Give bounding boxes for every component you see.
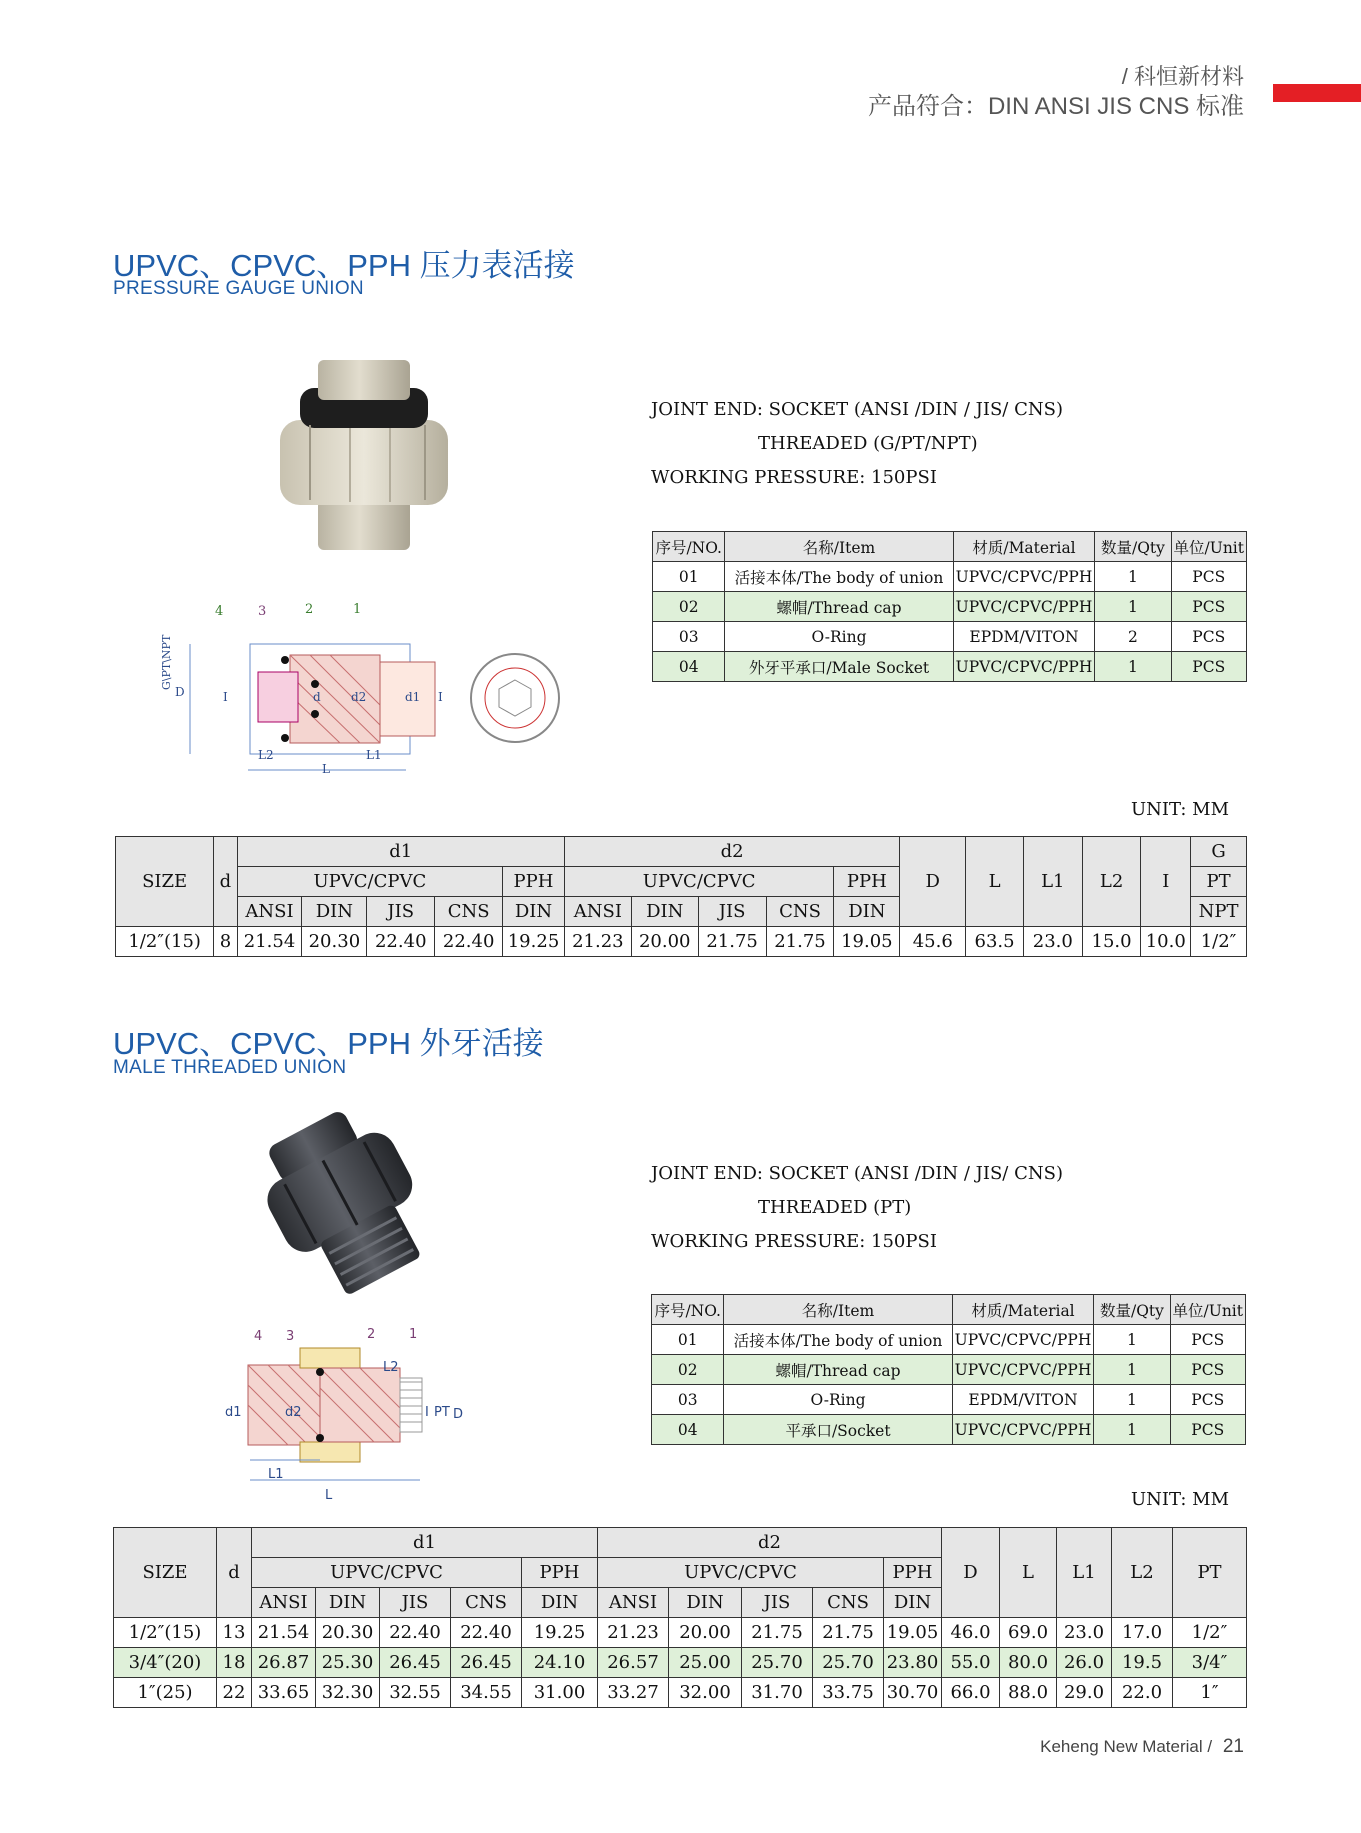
header-ansi: ANSI xyxy=(598,1588,669,1618)
section2-title: UPVC、CPVC、PPH 外牙活接 xyxy=(113,1026,544,1061)
table-cell: PCS xyxy=(1170,1325,1245,1355)
table-cell: UPVC/CPVC/PPH xyxy=(953,652,1095,682)
table-cell: 34.55 xyxy=(451,1678,522,1708)
table-cell: 1 xyxy=(1095,562,1171,592)
header-L2: L2 xyxy=(1082,837,1141,927)
table-cell: 31.70 xyxy=(742,1678,813,1708)
drawing1-label-d1: d1 xyxy=(405,690,421,704)
section2-subtitle: MALE THREADED UNION xyxy=(113,1057,347,1078)
table-cell: 19.25 xyxy=(522,1618,598,1648)
table-cell: PCS xyxy=(1171,622,1246,652)
section2-spec-joint: JOINT END: SOCKET (ANSI /DIN / JIS/ CNS) xyxy=(651,1163,1063,1184)
table-cell: 21.23 xyxy=(564,927,631,957)
header-pt: PT xyxy=(1191,867,1247,897)
table-row xyxy=(653,592,1247,622)
drawing2-label-I: I xyxy=(425,1405,429,1420)
table-cell: 03 xyxy=(653,622,725,652)
drawing2-label-L1: L1 xyxy=(268,1467,284,1482)
parts-header-row xyxy=(653,532,1247,562)
header-jis: JIS xyxy=(367,897,435,927)
table-cell: 15.0 xyxy=(1082,927,1141,957)
table-cell: 80.0 xyxy=(1000,1648,1057,1678)
section2-parts-table xyxy=(651,1294,1246,1445)
header-L1: L1 xyxy=(1057,1528,1112,1618)
dims-header-row xyxy=(116,837,1247,867)
accent-bar xyxy=(1273,84,1361,102)
male-threaded-union-drawing xyxy=(220,1330,470,1500)
standards-line: 产品符合：DIN ANSI JIS CNS 标准 xyxy=(867,93,1244,120)
table-cell: 20.00 xyxy=(631,927,698,957)
table-cell: 10.0 xyxy=(1141,927,1191,957)
table-cell: UPVC/CPVC/PPH xyxy=(953,592,1095,622)
page-number: 21 xyxy=(1222,1736,1244,1757)
drawing1-label-I-right: I xyxy=(438,690,443,704)
table-cell: O-Ring xyxy=(725,622,953,652)
table-cell: EPDM/VITON xyxy=(953,622,1095,652)
table-cell: 1 xyxy=(1094,1385,1170,1415)
header-din: DIN xyxy=(302,897,367,927)
table-row xyxy=(652,1325,1246,1355)
table-cell: 22.40 xyxy=(367,927,435,957)
drawing1-label-L: L xyxy=(322,762,330,776)
table-cell: 3/4″(20) xyxy=(114,1648,217,1678)
header-upvc: UPVC/CPVC xyxy=(252,1558,522,1588)
table-cell: 1/2″(15) xyxy=(116,927,214,957)
table-cell: PCS xyxy=(1171,652,1246,682)
table-row xyxy=(652,1355,1246,1385)
header-size: SIZE xyxy=(114,1528,217,1618)
table-cell: 1″(25) xyxy=(114,1678,217,1708)
drawing1-label-I-left: I xyxy=(223,690,228,704)
table-cell: 20.00 xyxy=(669,1618,742,1648)
table-cell: 18 xyxy=(217,1648,252,1678)
header-d: d xyxy=(214,837,237,927)
header-size: SIZE xyxy=(116,837,214,927)
header-L: L xyxy=(1000,1528,1057,1618)
header-jis: JIS xyxy=(380,1588,451,1618)
drawing1-label-L1: L1 xyxy=(366,748,382,762)
dims-header-row xyxy=(114,1528,1247,1558)
table-cell: 13 xyxy=(217,1618,252,1648)
drawing1-label-d2: d2 xyxy=(351,690,367,704)
parts-header-cell: 材质/Material xyxy=(952,1295,1094,1325)
header-d1: d1 xyxy=(237,837,564,867)
header-d: d xyxy=(217,1528,252,1618)
header-npt: NPT xyxy=(1191,897,1247,927)
section1-spec-threaded: THREADED (G/PT/NPT) xyxy=(758,433,978,454)
table-cell: 1/2″(15) xyxy=(114,1618,217,1648)
table-cell: 19.05 xyxy=(834,927,900,957)
header-cns: CNS xyxy=(766,897,834,927)
table-cell: 1 xyxy=(1095,592,1171,622)
table-cell: 24.10 xyxy=(522,1648,598,1678)
parts-header-cell: 名称/Item xyxy=(725,532,953,562)
table-cell: 01 xyxy=(652,1325,724,1355)
header-ansi: ANSI xyxy=(252,1588,316,1618)
parts-header-cell: 数量/Qty xyxy=(1094,1295,1170,1325)
footer-company: Keheng New Material xyxy=(1040,1737,1203,1756)
table-cell: 3/4″ xyxy=(1173,1648,1247,1678)
table-cell: 螺帽/Thread cap xyxy=(725,592,953,622)
table-cell: 1/2″ xyxy=(1173,1618,1247,1648)
table-row xyxy=(652,1415,1246,1445)
header-pph: PPH xyxy=(884,1558,942,1588)
header-L1: L1 xyxy=(1023,837,1082,927)
table-cell: 1 xyxy=(1094,1415,1170,1445)
header-upvc: UPVC/CPVC xyxy=(237,867,503,897)
table-row xyxy=(653,562,1247,592)
header-D: D xyxy=(900,837,966,927)
table-cell: 21.54 xyxy=(252,1618,316,1648)
table-cell: 1″ xyxy=(1173,1678,1247,1708)
header-upvc: UPVC/CPVC xyxy=(564,867,834,897)
section1-spec-pressure: WORKING PRESSURE: 150PSI xyxy=(651,467,937,488)
table-cell: 21.23 xyxy=(598,1618,669,1648)
header-d2: d2 xyxy=(598,1528,942,1558)
table-cell: 22.0 xyxy=(1112,1678,1173,1708)
table-cell: 33.75 xyxy=(813,1678,884,1708)
header-D: D xyxy=(942,1528,1000,1618)
drawing1-label-d: d xyxy=(313,690,321,704)
table-cell: 17.0 xyxy=(1112,1618,1173,1648)
table-cell: 02 xyxy=(653,592,725,622)
drawing2-label-3: 3 xyxy=(286,1329,295,1344)
table-cell: 外牙平承口/Male Socket xyxy=(725,652,953,682)
table-cell: 45.6 xyxy=(900,927,966,957)
table-cell: 33.65 xyxy=(252,1678,316,1708)
header-g: G xyxy=(1191,837,1247,867)
header-cns: CNS xyxy=(435,897,503,927)
table-row xyxy=(653,652,1247,682)
header-d1: d1 xyxy=(252,1528,598,1558)
header-pph: PPH xyxy=(834,867,900,897)
table-cell: EPDM/VITON xyxy=(952,1385,1094,1415)
table-cell: 21.75 xyxy=(813,1618,884,1648)
drawing1-label-3: 3 xyxy=(258,604,267,619)
parts-header-cell: 材质/Material xyxy=(953,532,1095,562)
header-cns: CNS xyxy=(451,1588,522,1618)
table-cell: 1 xyxy=(1094,1355,1170,1385)
table-cell: 19.25 xyxy=(503,927,565,957)
table-cell: 活接本体/The body of union xyxy=(724,1325,952,1355)
table-cell: 21.75 xyxy=(742,1618,813,1648)
header-din: DIN xyxy=(631,897,698,927)
header-din: DIN xyxy=(522,1588,598,1618)
table-cell: 21.75 xyxy=(766,927,834,957)
table-cell: 22 xyxy=(217,1678,252,1708)
table-cell: 26.0 xyxy=(1057,1648,1112,1678)
header-d2: d2 xyxy=(564,837,899,867)
drawing2-label-D: D xyxy=(453,1407,464,1422)
parts-header-cell: 名称/Item xyxy=(724,1295,952,1325)
page-footer xyxy=(1040,1736,1244,1758)
table-cell: 8 xyxy=(214,927,237,957)
table-cell: 1/2″ xyxy=(1191,927,1247,957)
table-cell: UPVC/CPVC/PPH xyxy=(952,1355,1094,1385)
section2-spec-pressure: WORKING PRESSURE: 150PSI xyxy=(651,1231,937,1252)
section1-title: UPVC、CPVC、PPH 压力表活接 xyxy=(113,248,575,283)
male-threaded-union-photo xyxy=(245,1110,445,1295)
table-cell: 63.5 xyxy=(966,927,1024,957)
table-cell: 32.55 xyxy=(380,1678,451,1708)
table-cell: 25.00 xyxy=(669,1648,742,1678)
section1-subtitle: PRESSURE GAUGE UNION xyxy=(113,278,364,299)
table-row xyxy=(114,1618,1247,1648)
table-cell: 23.0 xyxy=(1023,927,1082,957)
table-row xyxy=(114,1678,1247,1708)
header-jis: JIS xyxy=(742,1588,813,1618)
table-cell: O-Ring xyxy=(724,1385,952,1415)
table-row xyxy=(653,622,1247,652)
table-cell: PCS xyxy=(1170,1355,1245,1385)
table-cell: 01 xyxy=(653,562,725,592)
table-cell: 46.0 xyxy=(942,1618,1000,1648)
table-cell: 25.70 xyxy=(813,1648,884,1678)
table-row xyxy=(114,1648,1247,1678)
table-cell: 22.40 xyxy=(451,1618,522,1648)
table-cell: 25.30 xyxy=(316,1648,380,1678)
header-din: DIN xyxy=(503,897,565,927)
header-din: DIN xyxy=(316,1588,380,1618)
table-cell: 26.57 xyxy=(598,1648,669,1678)
table-cell: 69.0 xyxy=(1000,1618,1057,1648)
parts-header-row xyxy=(652,1295,1246,1325)
header-L2: L2 xyxy=(1112,1528,1173,1618)
drawing1-label-2: 2 xyxy=(305,602,314,617)
table-cell: PCS xyxy=(1170,1385,1245,1415)
drawing1-label-4: 4 xyxy=(215,604,224,619)
table-cell: 31.00 xyxy=(522,1678,598,1708)
parts-header-cell: 数量/Qty xyxy=(1095,532,1171,562)
table-cell: 26.45 xyxy=(380,1648,451,1678)
header-pph: PPH xyxy=(522,1558,598,1588)
table-cell: 21.54 xyxy=(237,927,302,957)
drawing2-label-4: 4 xyxy=(254,1329,263,1344)
drawing2-label-L2: L2 xyxy=(383,1360,399,1375)
parts-header-cell: 序号/NO. xyxy=(653,532,725,562)
drawing2-label-L: L xyxy=(325,1488,333,1503)
drawing2-label-2: 2 xyxy=(367,1327,376,1342)
table-cell: 29.0 xyxy=(1057,1678,1112,1708)
section2-spec-threaded: THREADED (PT) xyxy=(758,1197,912,1218)
table-cell: 88.0 xyxy=(1000,1678,1057,1708)
parts-header-cell: 单位/Unit xyxy=(1171,532,1246,562)
section1-parts-table xyxy=(652,531,1247,682)
header-I: I xyxy=(1141,837,1191,927)
table-cell: 21.75 xyxy=(698,927,766,957)
header-ansi: ANSI xyxy=(564,897,631,927)
header-din: DIN xyxy=(834,897,900,927)
section1-spec-joint: JOINT END: SOCKET (ANSI /DIN / JIS/ CNS) xyxy=(651,399,1063,420)
section1-dimensions-table xyxy=(115,836,1247,957)
header-upvc: UPVC/CPVC xyxy=(598,1558,884,1588)
drawing1-label-L2: L2 xyxy=(258,748,274,762)
table-cell: 32.30 xyxy=(316,1678,380,1708)
footer-separator: / xyxy=(1207,1737,1213,1756)
drawing2-label-1: 1 xyxy=(409,1327,418,1342)
table-cell: 26.45 xyxy=(451,1648,522,1678)
table-cell: 20.30 xyxy=(316,1618,380,1648)
table-cell: 螺帽/Thread cap xyxy=(724,1355,952,1385)
header-cns: CNS xyxy=(813,1588,884,1618)
table-cell: UPVC/CPVC/PPH xyxy=(952,1325,1094,1355)
table-cell: 04 xyxy=(653,652,725,682)
section2-dimensions-table xyxy=(113,1527,1247,1708)
drawing1-label-1: 1 xyxy=(353,602,362,617)
header-pt: PT xyxy=(1173,1528,1247,1618)
drawing1-label-thread: G\PT\NPT xyxy=(160,634,173,690)
table-cell: 19.5 xyxy=(1112,1648,1173,1678)
table-cell: UPVC/CPVC/PPH xyxy=(953,562,1095,592)
table-cell: 19.05 xyxy=(884,1618,942,1648)
table-cell: PCS xyxy=(1171,562,1246,592)
table-cell: UPVC/CPVC/PPH xyxy=(952,1415,1094,1445)
parts-header-cell: 单位/Unit xyxy=(1170,1295,1245,1325)
header-L: L xyxy=(966,837,1024,927)
section1-unit-label: UNIT: MM xyxy=(1131,799,1230,820)
table-cell: 25.70 xyxy=(742,1648,813,1678)
table-cell: 55.0 xyxy=(942,1648,1000,1678)
section2-unit-label: UNIT: MM xyxy=(1131,1489,1230,1510)
header-brand-block xyxy=(868,62,1244,122)
header-din: DIN xyxy=(884,1588,942,1618)
table-row xyxy=(116,927,1247,957)
header-jis: JIS xyxy=(698,897,766,927)
table-cell: 04 xyxy=(652,1415,724,1445)
pressure-gauge-union-photo xyxy=(270,350,470,560)
drawing1-label-D: D xyxy=(175,685,185,699)
table-cell: 03 xyxy=(652,1385,724,1415)
table-cell: 30.70 xyxy=(884,1678,942,1708)
table-cell: 33.27 xyxy=(598,1678,669,1708)
table-cell: 1 xyxy=(1095,652,1171,682)
table-cell: 22.40 xyxy=(435,927,503,957)
header-din: DIN xyxy=(669,1588,742,1618)
drawing2-label-d2: d2 xyxy=(285,1405,302,1420)
header-pph: PPH xyxy=(503,867,565,897)
table-cell: 32.00 xyxy=(669,1678,742,1708)
parts-header-cell: 序号/NO. xyxy=(652,1295,724,1325)
table-cell: 66.0 xyxy=(942,1678,1000,1708)
drawing2-label-PT: PT xyxy=(434,1405,450,1420)
drawing2-label-d1: d1 xyxy=(225,1405,242,1420)
table-cell: 2 xyxy=(1095,622,1171,652)
table-cell: 02 xyxy=(652,1355,724,1385)
brand-name: / 科恒新材料 xyxy=(1121,64,1244,89)
table-cell: 平承口/Socket xyxy=(724,1415,952,1445)
table-cell: 20.30 xyxy=(302,927,367,957)
table-cell: 23.0 xyxy=(1057,1618,1112,1648)
table-cell: 1 xyxy=(1094,1325,1170,1355)
table-row xyxy=(652,1385,1246,1415)
table-cell: 活接本体/The body of union xyxy=(725,562,953,592)
table-cell: 22.40 xyxy=(380,1618,451,1648)
table-cell: 26.87 xyxy=(252,1648,316,1678)
header-ansi: ANSI xyxy=(237,897,302,927)
table-cell: 23.80 xyxy=(884,1648,942,1678)
table-cell: PCS xyxy=(1171,592,1246,622)
table-cell: PCS xyxy=(1170,1415,1245,1445)
